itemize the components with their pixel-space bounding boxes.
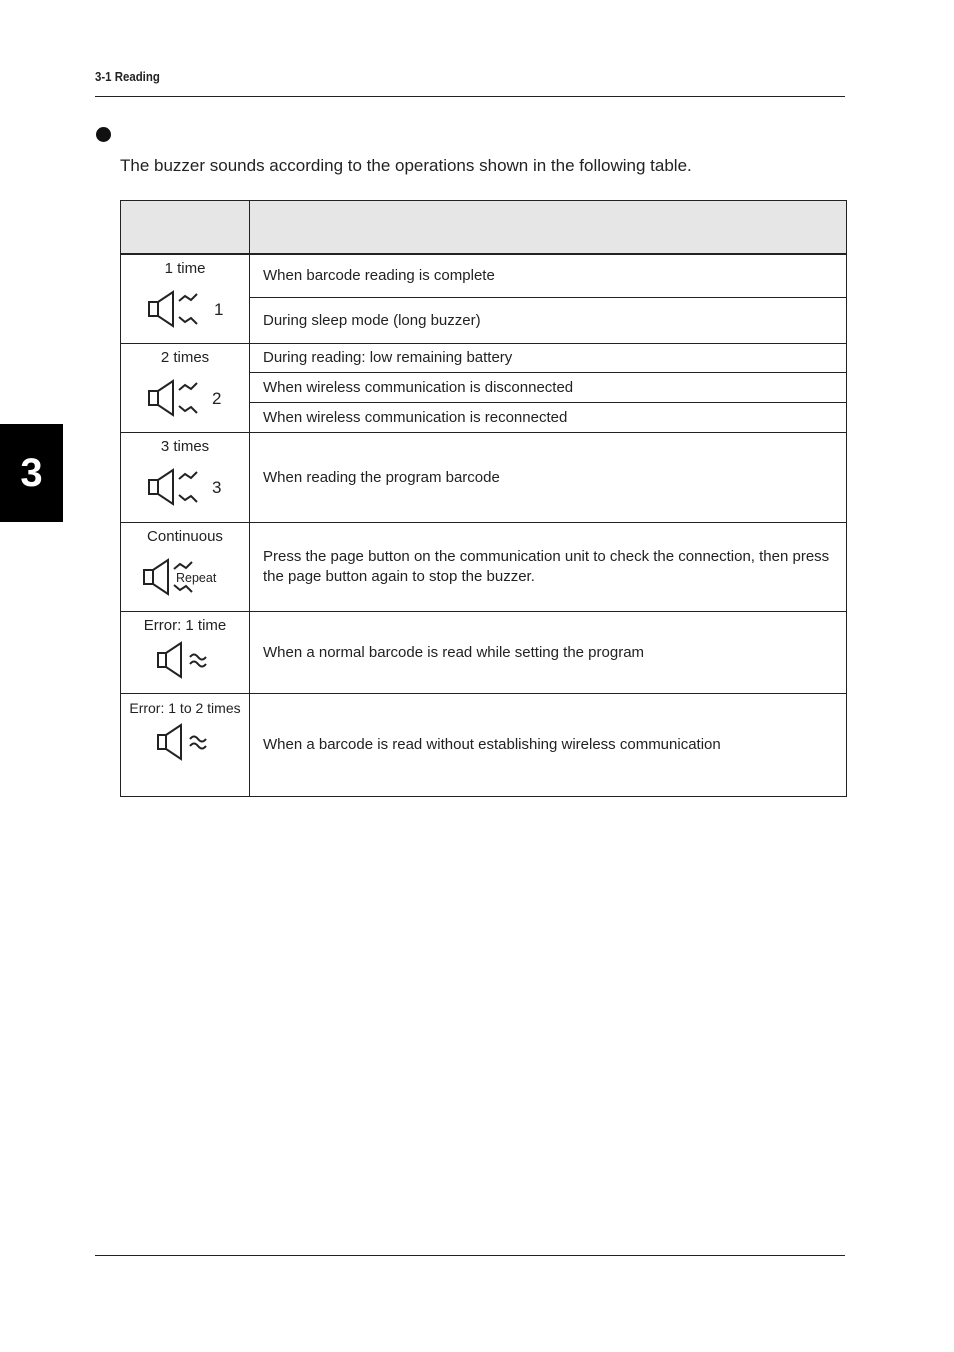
description-cell: When a barcode is read without establishing wireless communication bbox=[250, 693, 847, 796]
sound-label: 2 times bbox=[160, 348, 210, 366]
header-divider bbox=[95, 96, 845, 97]
sound-label: Continuous bbox=[147, 527, 223, 545]
sound-label: 3 times bbox=[160, 437, 210, 455]
sound-label: 1 time bbox=[164, 260, 206, 277]
section-header: 3-1 Reading bbox=[95, 69, 160, 84]
icon-count-label: 1 bbox=[214, 300, 224, 319]
speaker-beep-icon bbox=[145, 466, 225, 508]
header-cell-sound bbox=[121, 201, 250, 255]
speaker-error-icon bbox=[155, 641, 215, 679]
table-header-row bbox=[121, 201, 847, 255]
chapter-tab: 3 bbox=[0, 424, 63, 522]
sound-cell bbox=[121, 254, 250, 343]
description-cell: When wireless communication is disconnected bbox=[250, 372, 847, 402]
icon-count-label: 3 bbox=[212, 477, 222, 497]
speaker-beep-icon bbox=[140, 556, 230, 598]
sound-cell bbox=[121, 432, 250, 522]
sound-label: Error: 1 to 2 times bbox=[129, 699, 241, 716]
sound-cell bbox=[121, 693, 250, 796]
description-cell: When reading the program barcode bbox=[250, 432, 847, 522]
description-cell: When barcode reading is complete bbox=[250, 254, 847, 297]
description-cell: During reading: low remaining battery bbox=[250, 343, 847, 372]
sound-cell bbox=[121, 522, 250, 611]
speaker-beep-icon bbox=[145, 288, 225, 330]
bullet-icon bbox=[96, 127, 111, 142]
speaker-error-icon bbox=[155, 723, 215, 761]
table-row bbox=[121, 432, 847, 522]
table-row bbox=[121, 343, 847, 372]
table-row bbox=[121, 522, 847, 611]
icon-count-label: 2 bbox=[212, 388, 222, 408]
speaker-beep-icon bbox=[145, 377, 225, 419]
sound-cell bbox=[121, 343, 250, 432]
table-row bbox=[121, 611, 847, 693]
header-cell-operation bbox=[250, 201, 847, 255]
footer-divider bbox=[95, 1255, 845, 1256]
sound-label: Error: 1 time bbox=[143, 616, 227, 634]
icon-repeat-label: Repeat bbox=[176, 570, 217, 585]
sound-cell bbox=[121, 611, 250, 693]
description-cell: During sleep mode (long buzzer) bbox=[250, 297, 847, 343]
description-cell: When wireless communication is reconnected bbox=[250, 402, 847, 432]
table-row bbox=[121, 693, 847, 796]
description-cell: Press the page button on the communication unit to check the connection, then press the page button again to stop the buzzer. bbox=[250, 522, 847, 611]
table-row bbox=[121, 254, 847, 297]
description-cell: When a normal barcode is read while setting the program bbox=[250, 611, 847, 693]
buzzer-table bbox=[120, 200, 847, 797]
intro-text: The buzzer sounds according to the operations shown in the following table. bbox=[120, 156, 692, 175]
